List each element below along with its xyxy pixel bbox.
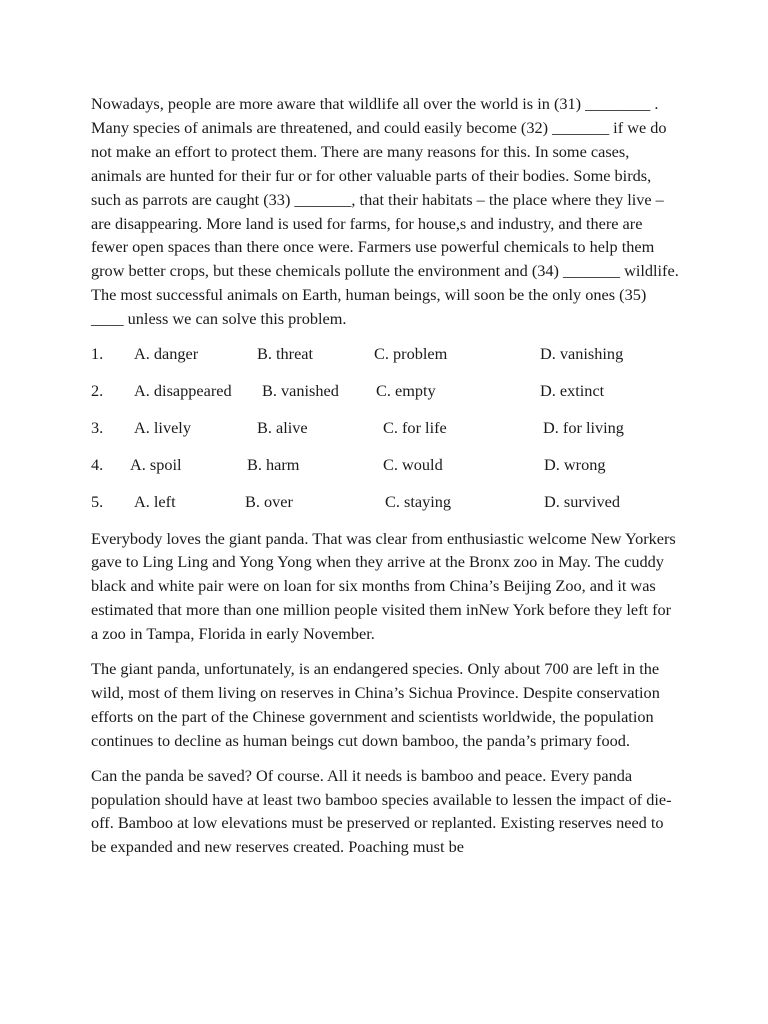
option-number: 3. [91,417,104,437]
option-row-2 [91,379,681,403]
passage-panda-welcome: Everybody loves the giant panda. That was clear from enthusiastic welcome New Yorkers gave to Ling Ling and Yong Yong when they arrive at the Bronx zoo in May. The cuddy black and white pair were on loan for six months from China’s Beijing Zoo, and it was estimated that more than one million people visited them inNew York before they left for a zoo in Tampa, Florida in early November. [91,528,676,644]
option-c: C. would [383,454,443,474]
option-row-1 [91,342,681,366]
option-a: A. lively [134,417,191,437]
option-number: 2. [91,380,104,400]
option-d: D. vanishing [540,344,624,364]
option-a: A. danger [134,344,199,364]
option-b: B. alive [257,417,308,437]
option-a: A. disappeared [134,380,232,400]
option-number: 5. [91,491,104,511]
document-page [91,92,681,870]
option-b: B. vanished [262,380,339,400]
option-c: C. problem [374,344,448,364]
option-a: A. spoil [130,454,182,474]
option-row-4 [91,453,681,477]
option-b: B. over [245,491,293,511]
option-a: A. left [134,491,176,511]
option-number: 4. [91,454,104,474]
answer-options [91,342,681,513]
option-row-5 [91,490,681,514]
option-c: C. staying [385,491,452,511]
passage-panda-endangered: The giant panda, unfortunately, is an endangered species. Only about 700 are left in the wild, most of them living on reserves in China’s Sichua Province. Despite conservation efforts on the part of the Chinese government and scientists worldwide, the population continues to decline as human beings cut down bamboo, the panda’s primary food. [91,659,660,750]
option-d: D. survived [544,491,620,511]
option-b: B. threat [257,344,314,364]
option-d: D. wrong [544,454,606,474]
passage-wildlife: Nowadays, people are more aware that wildlife all over the world is in (31) ________ . Many species of animals are threatened, and could easily become (32) _______ if we do not make an effort to protect them. There are many reasons for this. In some cases, animals are hunted for their fur or for other valuable parts of their bodies. Some birds, such as parrots are caught (33) _______, that their habitats – the place where they live – are disappearing. More land is used for farms, for house,s and industry, and there are fewer open spaces than there once were. Farmers use powerful chemicals to help them grow better crops, but these chemicals pollute the environment and (34) _______ wildlife. The most successful animals on Earth, human beings, will soon be the only ones (35) ____ unless we can solve this problem. [91,94,679,329]
option-number: 1. [91,344,104,364]
option-d: D. extinct [540,380,605,400]
option-b: B. harm [247,454,300,474]
option-d: D. for living [543,417,624,437]
passage-panda-saved: Can the panda be saved? Of course. All it needs is bamboo and peace. Every panda population should have at least two bamboo species available to lessen the impact of die-off. Bamboo at low elevations must be preserved or replanted. Existing reserves need to be expanded and new reserves created. Poaching must be [91,765,672,857]
option-c: C. for life [383,417,447,437]
option-row-3 [91,416,681,440]
option-c: C. empty [376,380,436,400]
